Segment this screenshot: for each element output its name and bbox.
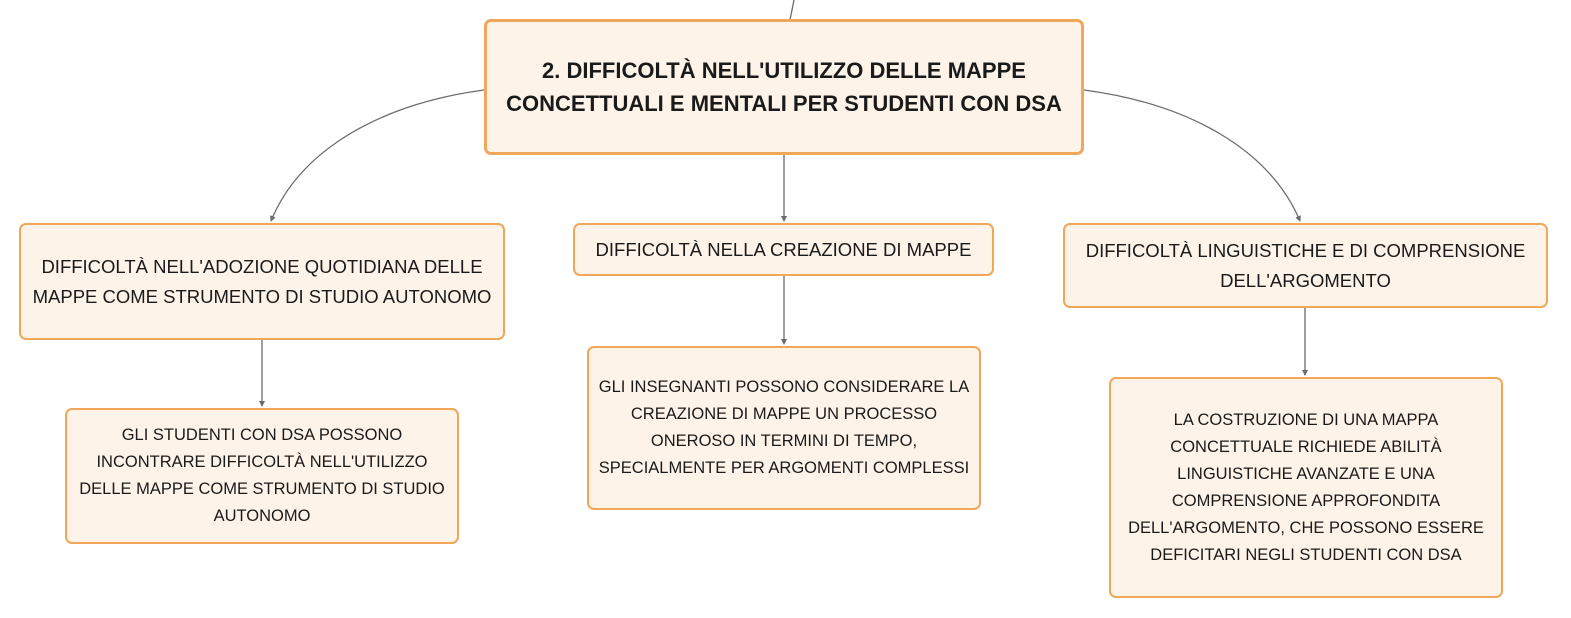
branch-node-3[interactable] [1063,223,1548,308]
connector-from-parent [790,0,794,20]
branch-node-1-text: DIFFICOLTÀ NELL'ADOZIONE QUOTIDIANA DELLE MAPPE COME STRUMENTO DI STUDIO AUTONOMO [32,255,492,307]
detail-node-1[interactable] [65,408,459,544]
root-node-text: 2. DIFFICOLTÀ NELL'UTILIZZO DELLE MAPPE CONCETTUALI E MENTALI PER STUDENTI CON DSA [506,58,1062,116]
detail-node-2-text: GLI INSEGNANTI POSSONO CONSIDERARE LA CREAZIONE DI MAPPE UN PROCESSO ONEROSO IN TERMINI DI TEMPO, SPECIALMENTE PER ARGOMENTI COMPLESSI [598,378,970,477]
detail-node-3[interactable] [1109,377,1503,598]
branch-node-2[interactable] [573,223,994,276]
detail-node-1-text: GLI STUDENTI CON DSA POSSONO INCONTRARE DIFFICOLTÀ NELL'UTILIZZO DELLE MAPPE COME STRUMENTO DI STUDIO AUTONOMO [79,426,445,525]
branch-node-2-text: DIFFICOLTÀ NELLA CREAZIONE DI MAPPE [595,238,972,260]
connector-root-to-branch-3 [1084,90,1300,221]
detail-node-3-text: LA COSTRUZIONE DI UNA MAPPA CONCETTUALE RICHIEDE ABILITÀ LINGUISTICHE AVANZATE E UNA COMPRENSIONE APPROFONDITA DELL'ARGOMENTO, CHE POSSONO ESSERE DEFICITARI NEGLI STUDENTI CON DSA [1128,410,1484,564]
branch-node-3-text: DIFFICOLTÀ LINGUISTICHE E DI COMPRENSIONE DELL'ARGOMENTO [1085,239,1526,291]
root-node[interactable] [484,19,1084,155]
branch-node-1[interactable] [19,223,505,340]
connector-root-to-branch-1 [271,90,484,221]
detail-node-2[interactable] [587,346,981,510]
